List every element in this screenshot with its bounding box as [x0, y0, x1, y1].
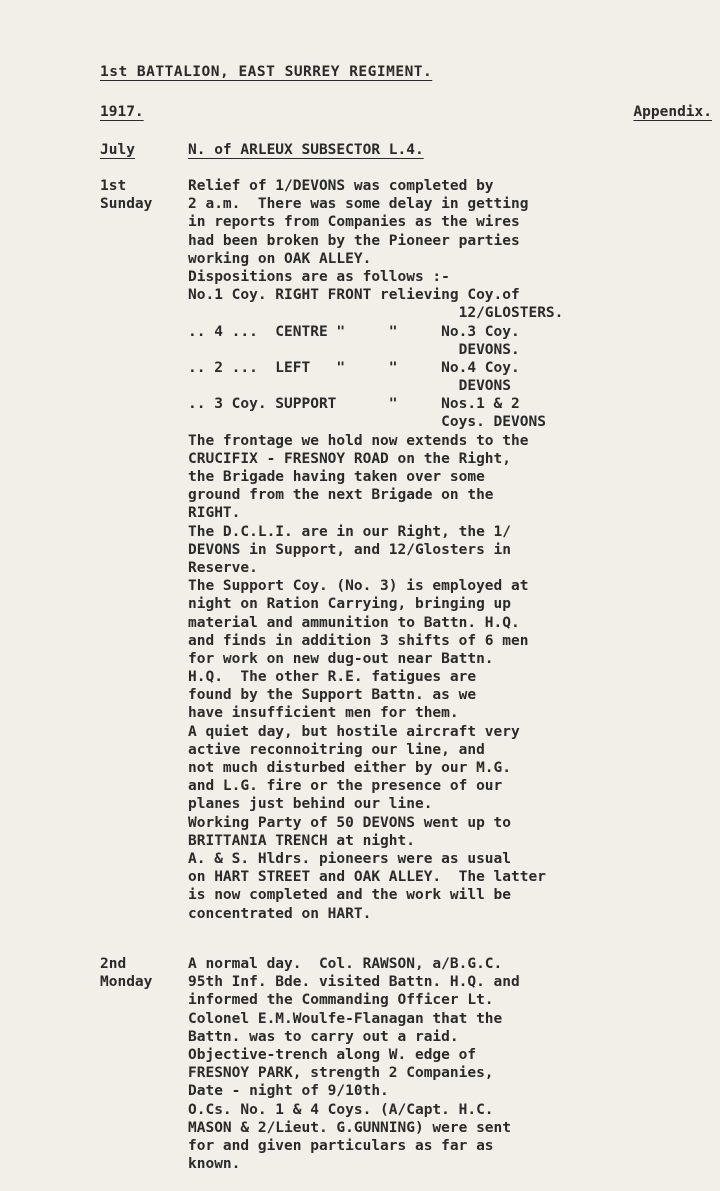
entry-line: for work on new dug-out near Battn. — [188, 650, 494, 667]
entry-line: 2 a.m. There was some delay in getting — [188, 196, 529, 213]
entry-line: Coys. DEVONS — [188, 414, 546, 431]
appendix-label: Appendix. — [633, 104, 712, 120]
entry-line: FRESNOY PARK, strength 2 Companies, — [188, 1065, 494, 1082]
entry-line: 95th Inf. Bde. visited Battn. H.Q. and — [188, 974, 520, 991]
entry-line: planes just behind our line. — [188, 796, 433, 813]
entry-line: informed the Commanding Officer Lt. — [188, 992, 494, 1009]
entry-line: .. 4 ... CENTRE " " No.3 Coy. — [188, 323, 520, 340]
entry-day: 1st — [100, 178, 127, 194]
entry-line: ground from the next Brigade on the — [188, 487, 494, 504]
entry-line: No.1 Coy. RIGHT FRONT relieving Coy.of — [188, 287, 520, 304]
entry-line: The Support Coy. (No. 3) is employed at — [188, 578, 529, 595]
entry-date — [100, 177, 152, 213]
entry-line: had been broken by the Pioneer parties — [188, 232, 520, 249]
entry-line: O.Cs. No. 1 & 4 Coys. (A/Capt. H.C. — [188, 1101, 494, 1118]
entry-line: night on Ration Carrying, bringing up — [188, 596, 512, 613]
entry-line: Colonel E.M.Woulfe-Flanagan that the — [188, 1010, 503, 1027]
entry-line: DEVONS. — [188, 341, 520, 358]
entry-line: the Brigade having taken over some — [188, 469, 485, 485]
entry-body — [188, 955, 658, 1173]
entry-line: Relief of 1/DEVONS was completed by — [188, 178, 494, 194]
entry-line: 12/GLOSTERS. — [188, 305, 564, 322]
entry-line: not much disturbed either by our M.G. — [188, 760, 512, 776]
entry-line: material and ammunition to Battn. H.Q. — [188, 614, 520, 631]
entry-day: 2nd — [100, 956, 127, 972]
entry-line: A. & S. Hldrs. pioneers were as usual — [188, 850, 512, 867]
entry-line: A quiet day, but hostile aircraft very — [188, 723, 520, 740]
entry-weekday: Monday — [100, 974, 153, 991]
entry-line: Battn. was to carry out a raid. — [188, 1028, 459, 1045]
entry-weekday: Sunday — [100, 196, 153, 213]
entry-line: working on OAK ALLEY. — [188, 250, 372, 267]
entry-line: and finds in addition 3 shifts of 6 men — [188, 632, 529, 649]
entry-line: BRITTANIA TRENCH at night. — [188, 832, 415, 849]
entry-date — [100, 955, 152, 991]
entry-line: found by the Support Battn. as we — [188, 687, 477, 704]
entry-line: concentrated on HART. — [188, 905, 372, 922]
entry-line: DEVONS — [188, 378, 512, 395]
entry-line: The D.C.L.I. are in our Right, the 1/ — [188, 523, 512, 540]
entry-line: .. 2 ... LEFT " " No.4 Coy. — [188, 359, 520, 376]
entry-line: have insufficient men for them. — [188, 705, 459, 722]
entry-line: on HART STREET and OAK ALLEY. The latter — [188, 869, 546, 886]
document-year: 1917. — [100, 104, 144, 120]
document-title: 1st BATTALION, EAST SURREY REGIMENT. — [100, 64, 433, 80]
entry-line: Date - night of 9/10th. — [188, 1083, 389, 1100]
section-month: July — [100, 142, 135, 158]
entry-line: DEVONS in Support, and 12/Glosters in — [188, 541, 512, 558]
entry-line: Working Party of 50 DEVONS went up to — [188, 814, 512, 831]
entry-line: for and given particulars as far as — [188, 1137, 494, 1154]
entry-line: H.Q. The other R.E. fatigues are — [188, 669, 477, 686]
entry-line: CRUCIFIX - FRESNOY ROAD on the Right, — [188, 450, 512, 467]
entry-line: The frontage we hold now extends to the — [188, 432, 529, 449]
entry-line: known. — [188, 1156, 241, 1173]
entry-line: .. 3 Coy. SUPPORT " Nos.1 & 2 — [188, 396, 520, 413]
entry-line: Objective-trench along W. edge of — [188, 1046, 477, 1063]
entry-line: A normal day. Col. RAWSON, a/B.G.C. — [188, 956, 503, 972]
entry-line: MASON & 2/Lieut. G.GUNNING) were sent — [188, 1119, 512, 1136]
section-location: N. of ARLEUX SUBSECTOR L.4. — [188, 142, 424, 158]
entry-line: is now completed and the work will be — [188, 887, 512, 904]
entry-line: in reports from Companies as the wires — [188, 214, 520, 231]
entry-line: active reconnoitring our line, and — [188, 741, 485, 758]
entry-line: and L.G. fire or the presence of our — [188, 778, 503, 795]
entry-line: Dispositions are as follows :- — [188, 268, 450, 285]
entry-line: RIGHT. — [188, 505, 241, 522]
entry-body — [188, 177, 658, 923]
entry-line: Reserve. — [188, 559, 258, 576]
